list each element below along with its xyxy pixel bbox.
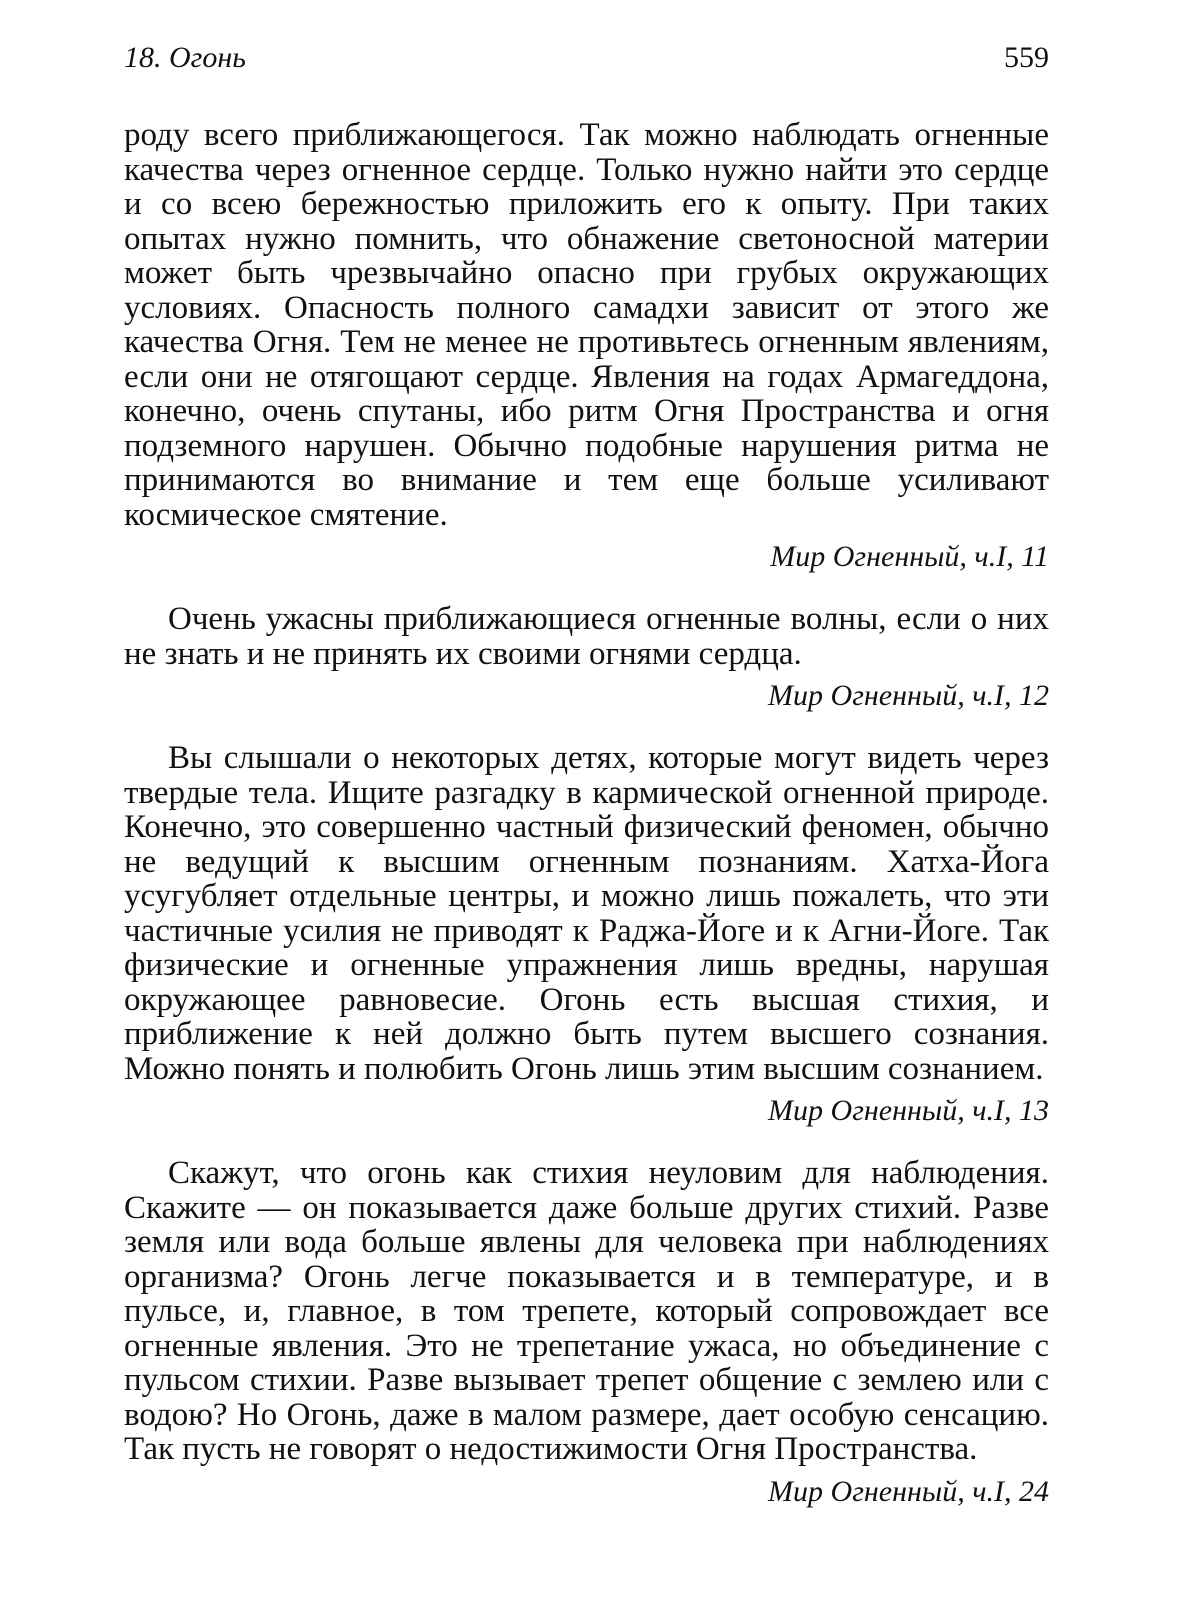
source-citation: Мир Огненный, ч.I, 13 [768, 1094, 1049, 1127]
book-page [124, 40, 1049, 1537]
entry-1 [124, 118, 1049, 576]
paragraph-text: Вы слышали о некоторых детях, которые могут видеть через твердые тела. Ищите разгадку в кармической огненной природе. Конечно, это совершенно частный физический феномен, обычно не ведущий к высшим огненным познаниям. Хатха-Йога усугубляет отдельные центры, и можно лишь пожалеть, что эти частичные усилия не приводят к Раджа-Йоге и к Агни-Йоге. Так физические и огненные упражнения лишь вредны, нарушая окружающее равновесие. Огонь есть высшая стихия, и приближение к ней должно быть путем высшего сознания. Можно понять и полюбить Огонь лишь этим высшим сознанием. [124, 740, 1049, 1087]
source-citation: Мир Огненный, ч.I, 24 [768, 1474, 1049, 1508]
entry-3 [124, 741, 1049, 1130]
source-citation: Мир Огненный, ч.I, 12 [768, 679, 1049, 712]
page-number: 559 [1004, 41, 1049, 74]
entry-2 [124, 602, 1049, 715]
chapter-title: 18. Огонь [124, 41, 246, 74]
paragraph-text: Скажут, что огонь как стихия неуловим для наблюдения. Скажите — он показывается даже больше других стихий. Разве земля или вода больше явлены для человека при наблюдениях организма? Огонь легче показывается и в температуре, и в пульсе, и, главное, в том трепете, который сопровождает все огненные явления. Это не трепетание ужаса, но объединение с пульсом стихии. Разве вызывает трепет общение с землею или с водою? Но Огонь, даже в малом размере, дает особую сенсацию. Так пусть не говорят о недостижимости Огня Пространства. [124, 1155, 1049, 1467]
entry-4 [124, 1156, 1049, 1511]
running-head [124, 40, 1049, 88]
paragraph-text: роду всего приближающегося. Так можно наблюдать огненные качества через огненное сердце. Только нужно найти это сердце и со всею бережностью приложить его к опыту. При таких опытах нужно помнить, что обнажение светоносной материи может быть чрезвычайно опасно при грубых окружающих условиях. Опасность полного самадхи зависит от этого же качества Огня. Тем не менее не противьтесь огненным явлениям, если они не отягощают сердце. Явления на годах Армагеддона, конечно, очень спутаны, ибо ритм Огня Пространства и огня подземного нарушен. Обычно подобные нарушения ритма не принимаются во внимание и тем еще больше усиливают космическое смятение. [124, 117, 1049, 533]
paragraph-text: Очень ужасны приближающиеся огненные волны, если о них не знать и не принять их своими огнями сердца. [124, 601, 1049, 672]
source-citation: Мир Огненный, ч.I, 11 [770, 540, 1049, 573]
